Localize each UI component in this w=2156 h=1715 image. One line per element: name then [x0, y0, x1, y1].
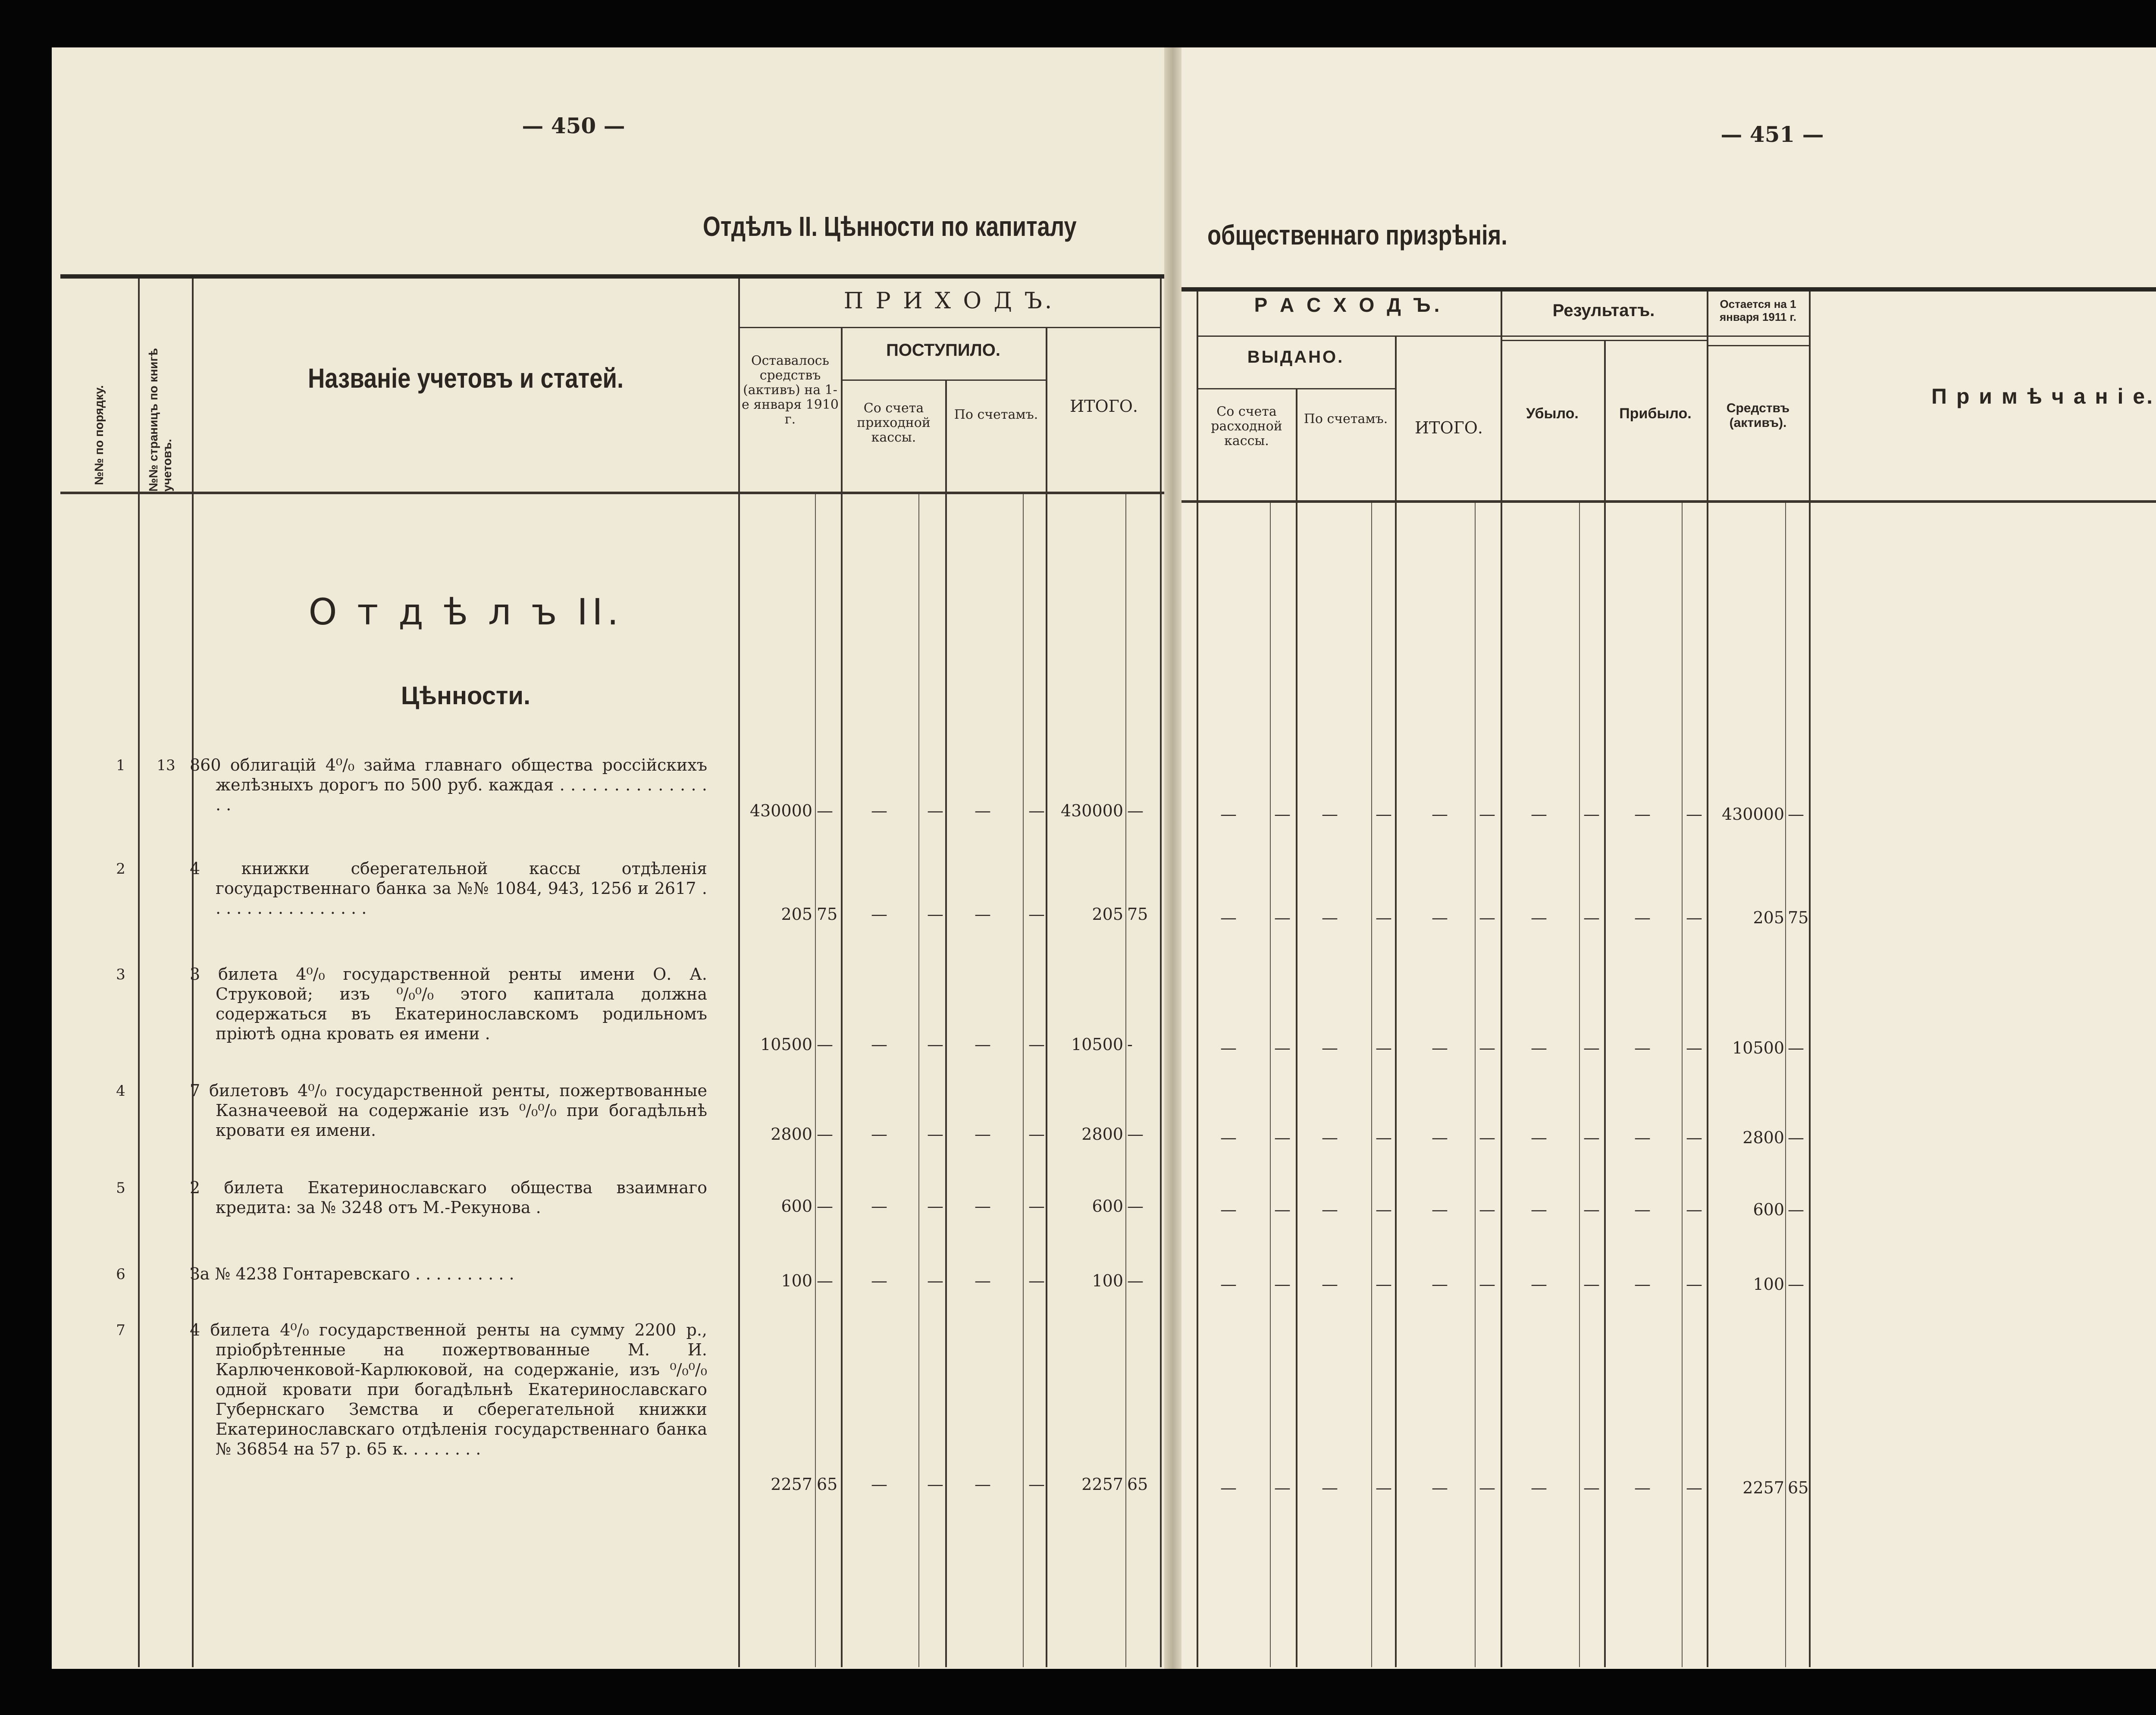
empty-cell-dash: — — [927, 801, 943, 820]
empty-cell-dash: — — [927, 905, 943, 924]
remains-kopecks: 65 — [1788, 1478, 1809, 1497]
empty-cell-dash: — — [871, 1271, 887, 1290]
empty-cell-dash: — — [1686, 805, 1702, 824]
empty-cell-dash: — — [1376, 1200, 1392, 1219]
empty-cell-dash: — — [1583, 1200, 1600, 1219]
empty-cell-dash: — — [1634, 1478, 1651, 1497]
rule-v — [1125, 494, 1126, 1667]
empty-cell-dash: — — [1583, 908, 1600, 927]
empty-cell-dash: — — [1634, 805, 1651, 824]
empty-cell-dash: — — [1634, 1128, 1651, 1147]
rule-v — [1707, 292, 1708, 1667]
col-title: Названіе учетовъ и статей. — [307, 363, 624, 394]
start-rubles: 430000 — [749, 801, 812, 820]
remains-rubles: 205 — [1753, 908, 1784, 927]
empty-cell-dash: — — [1376, 1478, 1392, 1497]
total-kopecks: — — [1127, 1271, 1144, 1290]
empty-cell-dash: — — [1274, 1200, 1291, 1219]
row-text: 2 билета Екатеринославскаго общества взаимнаго кредита: за № 3248 отъ М.-Рекунова . — [190, 1178, 707, 1217]
row-number: 6 — [116, 1266, 125, 1283]
empty-cell-dash: — — [975, 801, 991, 820]
rule-v — [1604, 341, 1606, 1667]
empty-cell-dash: — — [1220, 1200, 1237, 1219]
col-issued: ВЫДАНО. — [1247, 348, 1344, 367]
empty-cell-dash: — — [1686, 908, 1702, 927]
rule-h — [1501, 340, 1707, 341]
empty-cell-dash: — — [1028, 905, 1045, 924]
empty-cell-dash: — — [1376, 805, 1392, 824]
remains-rubles: 2257 — [1742, 1478, 1784, 1497]
header-rule-right — [1181, 500, 2156, 503]
rule-v — [1809, 292, 1811, 1667]
empty-cell-dash: — — [1686, 1128, 1702, 1147]
empty-cell-dash: — — [1583, 805, 1600, 824]
rule-v — [1579, 503, 1580, 1667]
empty-cell-dash: — — [1274, 805, 1291, 824]
row-number: 2 — [116, 860, 125, 878]
empty-cell-dash: — — [1274, 908, 1291, 927]
col-assets: Средствъ (активъ). — [1726, 401, 1790, 430]
empty-cell-dash: — — [1028, 801, 1045, 820]
empty-cell-dash: — — [1479, 1275, 1495, 1294]
empty-cell-dash: — — [1479, 1478, 1495, 1497]
empty-cell-dash: — — [1531, 1275, 1547, 1294]
start-kopecks: — — [817, 1197, 833, 1216]
row-book-page: 13 — [157, 757, 175, 774]
empty-cell-dash: — — [1531, 1478, 1547, 1497]
empty-cell-dash: — — [1686, 1200, 1702, 1219]
empty-cell-dash: — — [927, 1125, 943, 1144]
rule-v — [1475, 503, 1476, 1667]
empty-cell-dash: — — [1322, 1478, 1338, 1497]
total-kopecks: - — [1127, 1035, 1133, 1054]
total-kopecks: 65 — [1127, 1475, 1148, 1494]
empty-cell-dash: — — [1531, 1128, 1547, 1147]
page-number-left: — 450 — — [522, 113, 625, 138]
start-kopecks: 65 — [817, 1475, 838, 1494]
col-received: ПОСТУПИЛО. — [886, 341, 1000, 360]
col-remains: Остается на 1 января 1911 г. — [1720, 298, 1796, 323]
empty-cell-dash: — — [1634, 1275, 1651, 1294]
empty-cell-dash: — — [1322, 908, 1338, 927]
empty-cell-dash: — — [1274, 1128, 1291, 1147]
empty-cell-dash: — — [975, 905, 991, 924]
empty-cell-dash: — — [871, 801, 887, 820]
col-result: Результатъ. — [1552, 301, 1655, 320]
row-number: 4 — [116, 1082, 125, 1100]
top-rule-left — [60, 274, 1164, 279]
rule-h — [1197, 388, 1395, 389]
start-rubles: 10500 — [760, 1035, 812, 1054]
empty-cell-dash: — — [927, 1035, 943, 1054]
empty-cell-dash: — — [1322, 805, 1338, 824]
empty-cell-dash: — — [1376, 1038, 1392, 1057]
row-text: 860 облигацій 4⁰/₀ займа главнаго общества россійскихъ желѣзныхъ дорогъ по 500 руб. каждая . . . . . . . . . . . . . . . . — [190, 756, 707, 814]
empty-cell-dash: — — [1376, 1275, 1392, 1294]
col-by-accounts: По счетамъ. — [954, 407, 1038, 422]
row-number: 7 — [116, 1322, 125, 1339]
empty-cell-dash: — — [1220, 1478, 1237, 1497]
col-profit: Прибыло. — [1619, 405, 1692, 422]
header-rule-left — [60, 492, 1164, 494]
empty-cell-dash: — — [1686, 1478, 1702, 1497]
empty-cell-dash: — — [1028, 1475, 1045, 1494]
rule-v — [138, 279, 140, 1667]
rule-v — [1023, 494, 1024, 1667]
col-total: ИТОГО. — [1069, 397, 1138, 416]
col-loss: Убыло. — [1526, 405, 1579, 422]
remains-rubles: 2800 — [1742, 1128, 1784, 1147]
rule-v — [1296, 388, 1297, 1667]
remains-rubles: 600 — [1753, 1200, 1784, 1219]
page-number-right: — 451 — — [1720, 122, 1824, 147]
remains-kopecks: — — [1788, 1128, 1804, 1147]
empty-cell-dash: — — [1322, 1275, 1338, 1294]
empty-cell-dash: — — [1583, 1128, 1600, 1147]
empty-cell-dash: — — [1479, 1200, 1495, 1219]
empty-cell-dash: — — [927, 1197, 943, 1216]
rule-v — [1160, 279, 1162, 1667]
empty-cell-dash: — — [1686, 1275, 1702, 1294]
empty-cell-dash: — — [975, 1197, 991, 1216]
total-rubles: 2257 — [1081, 1475, 1123, 1494]
heading-right: общественнаго призрѣнія. — [1207, 219, 1507, 251]
empty-cell-dash: — — [1479, 1128, 1495, 1147]
start-rubles: 2800 — [771, 1125, 812, 1144]
total-kopecks: — — [1127, 1125, 1144, 1144]
rule-v — [1501, 292, 1502, 1667]
rule-v — [945, 379, 947, 1667]
start-kopecks: — — [817, 1035, 833, 1054]
empty-cell-dash: — — [871, 1035, 887, 1054]
rule-v — [841, 328, 843, 1667]
total-rubles: 205 — [1092, 905, 1123, 924]
empty-cell-dash: — — [1686, 1038, 1702, 1057]
remains-rubles: 100 — [1753, 1275, 1784, 1294]
remains-kopecks: 75 — [1788, 908, 1809, 927]
total-rubles: 100 — [1092, 1271, 1123, 1290]
empty-cell-dash: — — [1220, 1128, 1237, 1147]
empty-cell-dash: — — [1432, 1478, 1448, 1497]
col-exp-from-cash: Со счета расходной кассы. — [1211, 404, 1282, 448]
empty-cell-dash: — — [1531, 1200, 1547, 1219]
rule-h — [1707, 345, 1809, 346]
empty-cell-dash: — — [1531, 908, 1547, 927]
row-text: 3 билета 4⁰/₀ государственной ренты имени О. А. Струковой; изъ ⁰/₀⁰/₀ этого капитала должна содержаться въ Екатеринославскомъ родильномъ пріютѣ одна кровать ея имени . — [190, 965, 707, 1043]
empty-cell-dash: — — [975, 1035, 991, 1054]
rule-v — [738, 279, 740, 1667]
empty-cell-dash: — — [1274, 1275, 1291, 1294]
rule-h — [1197, 335, 1809, 337]
col-expense: Р А С Х О Д Ъ. — [1254, 294, 1443, 316]
empty-cell-dash: — — [1634, 1038, 1651, 1057]
empty-cell-dash: — — [1220, 1038, 1237, 1057]
empty-cell-dash: — — [927, 1271, 943, 1290]
remains-kopecks: — — [1788, 1038, 1804, 1057]
rule-h — [841, 379, 1046, 381]
remains-kopecks: — — [1788, 1275, 1804, 1294]
empty-cell-dash: — — [1376, 908, 1392, 927]
col-from-cash: Со счета приходной кассы. — [857, 401, 931, 445]
empty-cell-dash: — — [1432, 805, 1448, 824]
empty-cell-dash: — — [1583, 1275, 1600, 1294]
start-rubles: 600 — [781, 1197, 812, 1216]
empty-cell-dash: — — [871, 1197, 887, 1216]
rule-v — [815, 494, 816, 1667]
col-order-no: №№ по порядку. — [92, 385, 106, 485]
empty-cell-dash: — — [1376, 1128, 1392, 1147]
row-text: 4 книжки сберегательной кассы отдѣленія государственнаго банка за №№ 1084, 943, 1256 и 2617 . . . . . . . . . . . . . . . . — [190, 859, 707, 918]
section-subtitle: Цѣнности. — [401, 682, 531, 710]
rule-v — [1046, 328, 1047, 1667]
total-kopecks: 75 — [1127, 905, 1148, 924]
empty-cell-dash: — — [1432, 1128, 1448, 1147]
rule-v — [1395, 336, 1397, 1667]
total-rubles: 600 — [1092, 1197, 1123, 1216]
rule-h — [738, 327, 1160, 328]
empty-cell-dash: — — [871, 1475, 887, 1494]
start-kopecks: 75 — [817, 905, 838, 924]
empty-cell-dash: — — [1274, 1478, 1291, 1497]
empty-cell-dash: — — [1634, 1200, 1651, 1219]
book-gutter — [1164, 47, 1181, 1669]
rule-v — [1270, 503, 1271, 1667]
empty-cell-dash: — — [1583, 1478, 1600, 1497]
row-text: За № 4238 Гонтаревскаго . . . . . . . . . . — [190, 1264, 514, 1283]
empty-cell-dash: — — [1028, 1271, 1045, 1290]
start-kopecks: — — [817, 801, 833, 820]
empty-cell-dash: — — [1634, 908, 1651, 927]
remains-kopecks: — — [1788, 805, 1804, 824]
rule-v — [918, 494, 919, 1667]
empty-cell-dash: — — [975, 1271, 991, 1290]
col-balance-start: Оставалось средствъ (активъ) на 1-е января 1910 г. — [742, 353, 839, 427]
rule-v — [1785, 503, 1786, 1667]
col-income: П Р И Х О Д Ъ. — [843, 288, 1055, 314]
empty-cell-dash: — — [1220, 908, 1237, 927]
row-number: 5 — [116, 1179, 125, 1197]
empty-cell-dash: — — [975, 1125, 991, 1144]
remains-rubles: 10500 — [1732, 1038, 1784, 1057]
row-number: 1 — [116, 757, 125, 774]
row-text: 4 билета 4⁰/₀ государственной ренты на сумму 2200 р., пріобрѣтенные на пожертвованные М. И. Карлюченковой-Карлюковой, на содержаніе, изъ ⁰/₀⁰/₀ одной кровати при богадѣльнѣ Екатеринославскаго Губернскаго Земства и сберегательной книжки Екатеринославскаго отдѣленія государственнаго банка № 36854 на 57 р. 65 к. . . . . . . . — [190, 1320, 707, 1458]
total-rubles: 430000 — [1060, 801, 1123, 820]
empty-cell-dash: — — [1028, 1035, 1045, 1054]
section-title: О т д ѣ л ъ II. — [308, 591, 623, 633]
empty-cell-dash: — — [1028, 1197, 1045, 1216]
col-book-pages: №№ страницъ по книгѣ учетовъ. — [147, 348, 174, 492]
empty-cell-dash: — — [871, 1125, 887, 1144]
empty-cell-dash: — — [1583, 1038, 1600, 1057]
empty-cell-dash: — — [1432, 1038, 1448, 1057]
total-rubles: 2800 — [1081, 1125, 1123, 1144]
start-rubles: 100 — [781, 1271, 812, 1290]
row-number: 3 — [116, 966, 125, 983]
col-exp-total: ИТОГО. — [1414, 418, 1483, 437]
total-kopecks: — — [1127, 1197, 1144, 1216]
row-text: 7 билетовъ 4⁰/₀ государственной ренты, пожертвованные Казначеевой на содержаніе изъ ⁰/₀⁰/₀ при богадѣльнѣ кровати ея имени. — [190, 1081, 707, 1140]
empty-cell-dash: — — [1220, 805, 1237, 824]
start-kopecks: — — [817, 1125, 833, 1144]
empty-cell-dash: — — [1028, 1125, 1045, 1144]
total-rubles: 10500 — [1071, 1035, 1123, 1054]
empty-cell-dash: — — [975, 1475, 991, 1494]
remains-rubles: 430000 — [1721, 805, 1784, 824]
empty-cell-dash: — — [1322, 1200, 1338, 1219]
start-rubles: 2257 — [771, 1475, 812, 1494]
empty-cell-dash: — — [1322, 1128, 1338, 1147]
top-rule-right — [1181, 287, 2156, 292]
empty-cell-dash: — — [1432, 908, 1448, 927]
empty-cell-dash: — — [871, 905, 887, 924]
rule-v — [1682, 503, 1683, 1667]
total-kopecks: — — [1127, 801, 1144, 820]
empty-cell-dash: — — [1479, 908, 1495, 927]
empty-cell-dash: — — [1432, 1275, 1448, 1294]
empty-cell-dash: — — [1531, 1038, 1547, 1057]
rule-v — [1197, 292, 1198, 1667]
empty-cell-dash: — — [1274, 1038, 1291, 1057]
empty-cell-dash: — — [1322, 1038, 1338, 1057]
col-exp-by-accounts: По счетамъ. — [1304, 411, 1388, 426]
empty-cell-dash: — — [1479, 1038, 1495, 1057]
empty-cell-dash: — — [1432, 1200, 1448, 1219]
rule-v — [1371, 503, 1372, 1667]
empty-cell-dash: — — [1220, 1275, 1237, 1294]
start-rubles: 205 — [781, 905, 812, 924]
heading-left: Отдѣлъ II. Цѣнности по капиталу — [703, 211, 1077, 242]
start-kopecks: — — [817, 1271, 833, 1290]
empty-cell-dash: — — [1531, 805, 1547, 824]
col-note: П р и м ѣ ч а н і е. — [1931, 384, 2154, 408]
empty-cell-dash: — — [927, 1475, 943, 1494]
empty-cell-dash: — — [1479, 805, 1495, 824]
remains-kopecks: — — [1788, 1200, 1804, 1219]
